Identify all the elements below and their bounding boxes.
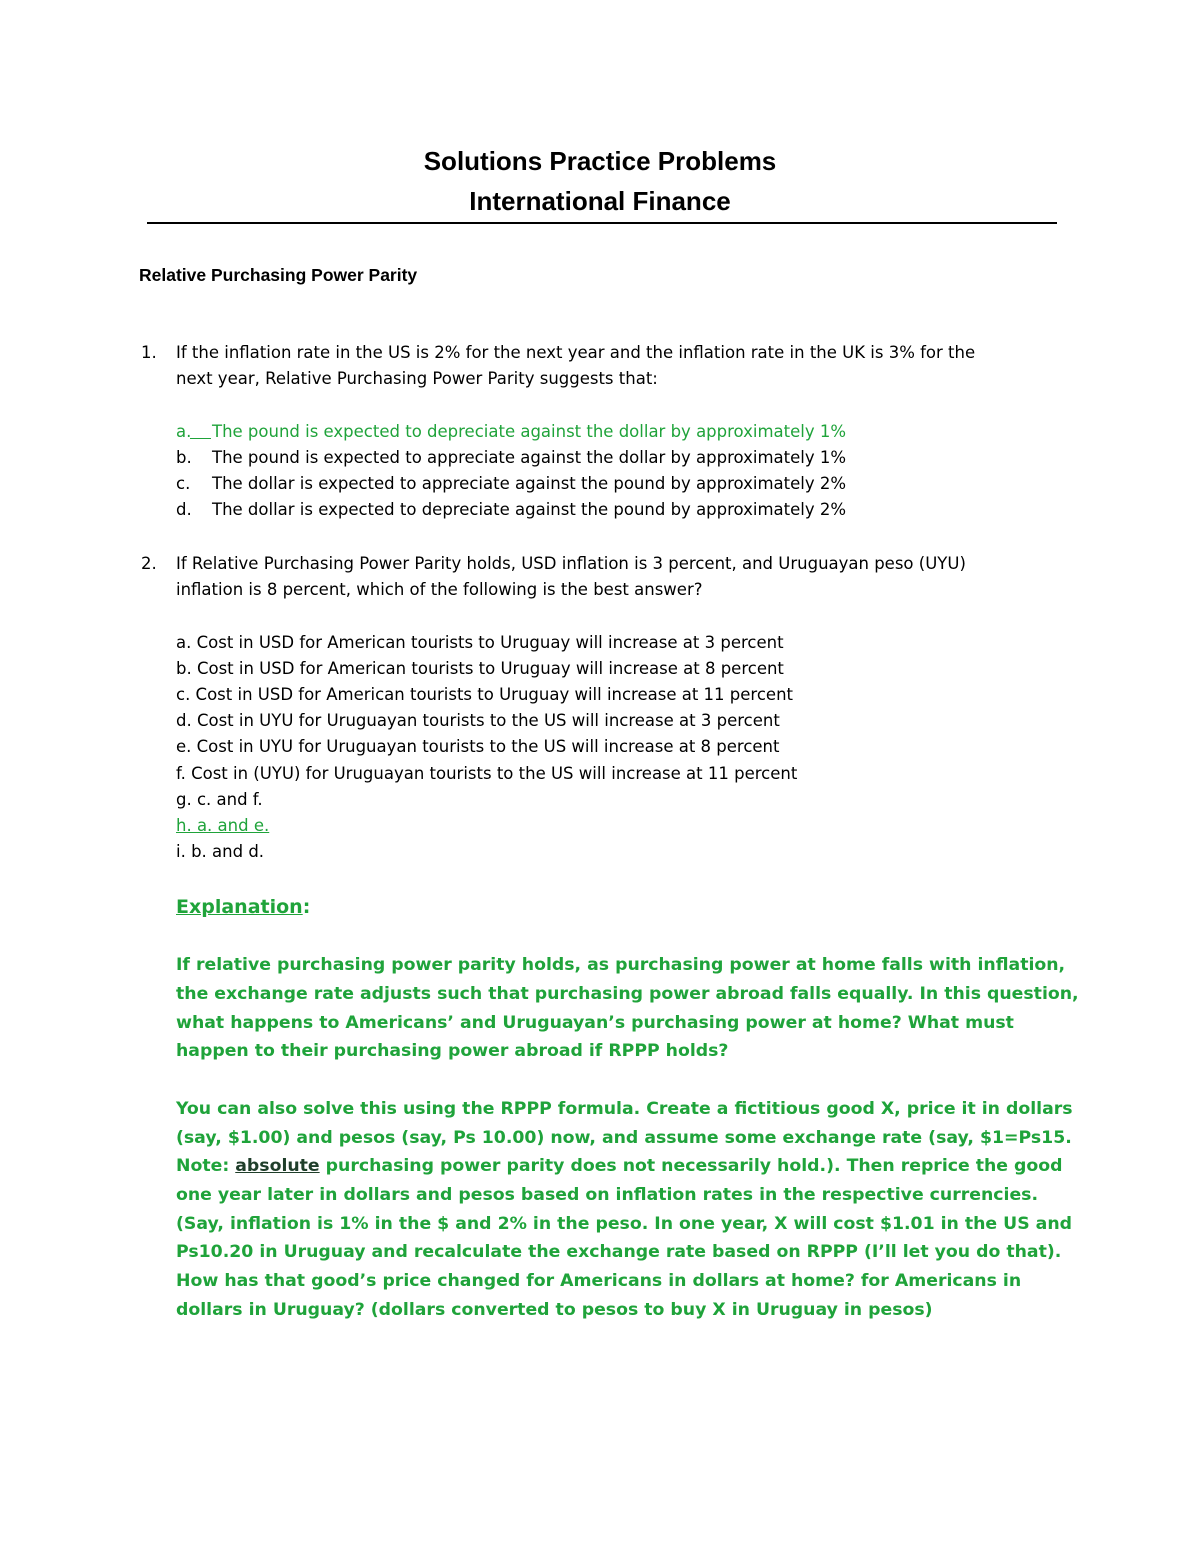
- question-2-option-e: e. Cost in UYU for Uruguayan tourists to the US will increase at 8 percent: [176, 737, 780, 756]
- question-2-number: 2.: [141, 554, 157, 573]
- option-letter: b.: [176, 448, 192, 467]
- explanation-p2-line-6: Ps10.20 in Uruguay and recalculate the exchange rate based on RPPP (I’ll let you do that).: [176, 1242, 1062, 1262]
- document-title: Solutions Practice Problems: [423, 146, 777, 176]
- section-heading: Relative Purchasing Power Parity: [139, 265, 418, 285]
- question-2-option-c: c. Cost in USD for American tourists to Uruguay will increase at 11 percent: [176, 685, 793, 704]
- option-letter: c.: [176, 474, 191, 493]
- question-2-option-h: h. a. and e.: [176, 816, 270, 835]
- question-2-option-d: d. Cost in UYU for Uruguayan tourists to the US will increase at 3 percent: [176, 711, 780, 730]
- option-text: The dollar is expected to depreciate against the pound by approximately 2%: [212, 500, 847, 519]
- explanation-p2-line-7: How has that good’s price changed for Americans in dollars at home? for Americans in: [176, 1271, 1022, 1291]
- explanation-heading-text: Explanation: [176, 896, 303, 918]
- question-2-option-g: g. c. and f.: [176, 790, 263, 809]
- option-underline-gap: [190, 419, 212, 445]
- explanation-p2-line-4: one year later in dollars and pesos based on inflation rates in the respective currencies.: [176, 1185, 1039, 1205]
- explanation-p2-line-1: You can also solve this using the RPPP formula. Create a fictitious good X, price it in dollars: [176, 1099, 1073, 1119]
- document-subtitle: International Finance: [469, 186, 731, 216]
- explanation-p2-line-2: (say, $1.00) and pesos (say, Ps 10.00) now, and assume some exchange rate (say, $1=Ps15.: [176, 1128, 1072, 1148]
- explanation-p2-line-8: dollars in Uruguay? (dollars converted to pesos to buy X in Uruguay in pesos): [176, 1300, 933, 1320]
- question-2-option-a: a. Cost in USD for American tourists to Uruguay will increase at 3 percent: [176, 633, 784, 652]
- explanation-p1-line-1: If relative purchasing power parity holds, as purchasing power at home falls with inflation,: [176, 955, 1066, 975]
- title-divider: [147, 222, 1057, 224]
- explanation-p2-line-3: [176, 1152, 1063, 1181]
- question-1-text-line-1: If the inflation rate in the US is 2% for the next year and the inflation rate in the UK is 3% for the: [176, 343, 976, 362]
- question-2-option-f: f. Cost in (UYU) for Uruguayan tourists to the US will increase at 11 percent: [176, 764, 798, 783]
- option-letter: d.: [176, 500, 192, 519]
- question-1-number: 1.: [141, 343, 157, 362]
- option-text: The dollar is expected to appreciate against the pound by approximately 2%: [212, 474, 847, 493]
- note-rest: purchasing power parity does not necessarily hold.). Then reprice the good: [319, 1156, 1063, 1176]
- explanation-p1-line-4: happen to their purchasing power abroad if RPPP holds?: [176, 1041, 729, 1061]
- question-2-text-line-1: If Relative Purchasing Power Parity holds, USD inflation is 3 percent, and Uruguayan peso (UYU): [176, 554, 966, 573]
- option-letter: a.: [176, 422, 192, 441]
- explanation-heading-colon: :: [302, 896, 311, 918]
- explanation-heading: [176, 893, 310, 922]
- question-2-option-i: i. b. and d.: [176, 842, 265, 861]
- explanation-p1-line-2: the exchange rate adjusts such that purchasing power abroad falls equally. In this question,: [176, 984, 1079, 1004]
- explanation-p1-line-3: what happens to Americans’ and Uruguayan’s purchasing power at home? What must: [176, 1013, 1014, 1033]
- question-1-text-line-2: next year, Relative Purchasing Power Parity suggests that:: [176, 369, 658, 388]
- note-emphasis: absolute: [235, 1156, 320, 1176]
- option-text: The pound is expected to depreciate against the dollar by approximately 1%: [212, 422, 847, 441]
- option-text: The pound is expected to appreciate against the dollar by approximately 1%: [212, 448, 847, 467]
- question-2-text-line-2: inflation is 8 percent, which of the following is the best answer?: [176, 580, 703, 599]
- note-prefix: Note:: [176, 1156, 236, 1176]
- explanation-p2-line-5: (Say, inflation is 1% in the $ and 2% in the peso. In one year, X will cost $1.01 in the US and: [176, 1214, 1072, 1234]
- question-2-option-b: b. Cost in USD for American tourists to Uruguay will increase at 8 percent: [176, 659, 784, 678]
